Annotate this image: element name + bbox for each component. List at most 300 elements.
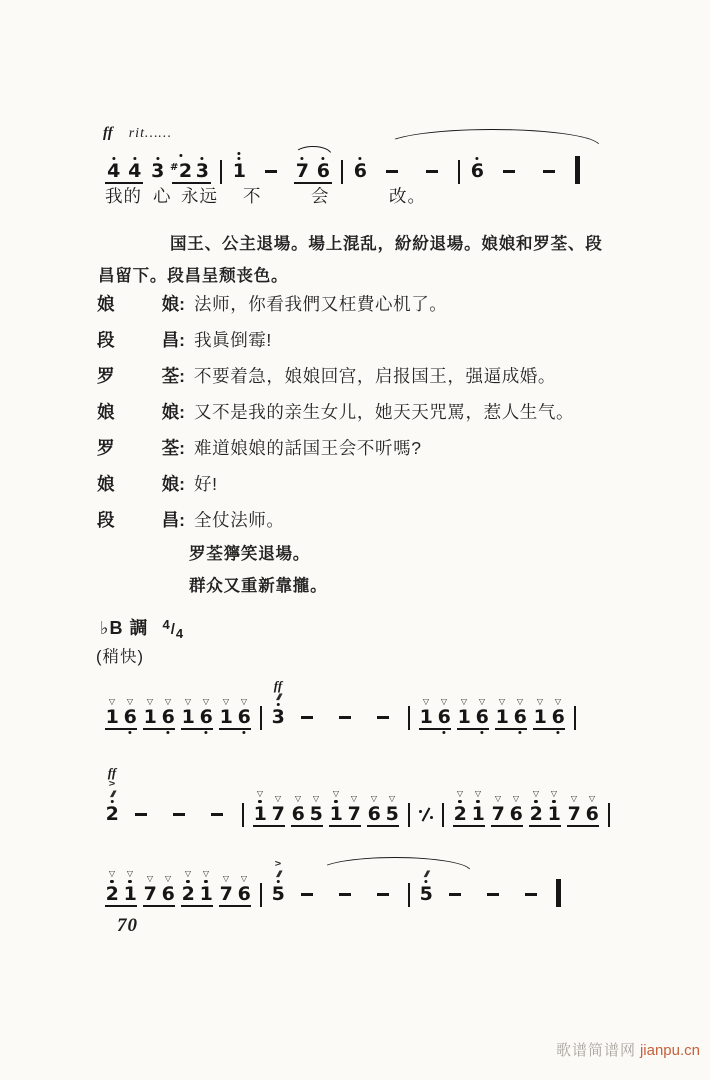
beam-underline: [105, 905, 137, 907]
jianpu-note: [469, 788, 487, 825]
note-digit: 5: [419, 883, 433, 905]
jianpu-note: [383, 794, 401, 825]
marcato-mark: ▽: [126, 868, 134, 878]
beamed-note-group: [531, 697, 567, 728]
note-digit: 1: [181, 706, 195, 728]
jianpu-note: [229, 161, 250, 181]
beam-underline: [329, 825, 361, 827]
beamed-note-group: [179, 697, 215, 728]
note-digit: 6: [475, 706, 489, 728]
duration-dash: [135, 813, 147, 816]
beam-underline: [495, 728, 527, 730]
marcato-mark: ▽: [222, 697, 230, 706]
note-digit: 1: [533, 706, 547, 728]
note-marks: [441, 698, 447, 707]
marcato-mark: ▽: [332, 788, 340, 798]
marcato-mark: ▽: [202, 697, 210, 706]
marcato-mark: ▽: [460, 697, 468, 706]
jianpu-note: [473, 697, 491, 728]
high-octave-dot: [322, 157, 325, 160]
jianpu-note: [292, 161, 313, 181]
high-octave-dot: [359, 157, 362, 160]
note-marks: [533, 790, 539, 804]
note-marks: [389, 795, 395, 804]
high-octave-dot: [110, 800, 113, 803]
duration-dash: [377, 893, 389, 896]
speaker-name: [97, 437, 185, 460]
note-marks: [571, 795, 577, 804]
high-octave-dot: [534, 800, 537, 803]
marcato-mark: ▽: [350, 794, 358, 803]
dynamic-mark: ff: [273, 677, 283, 693]
lyric-syllable: 我的: [105, 186, 142, 206]
note-marks: [475, 790, 481, 804]
vocal-notation-row: [103, 153, 582, 181]
speaker-name: [97, 329, 185, 352]
duration-dash: [339, 893, 351, 896]
note-digit: 2: [181, 883, 195, 905]
instrumental-notation-row-2: [103, 764, 615, 825]
note-marks: [423, 698, 429, 707]
note-marks: [165, 875, 171, 884]
duration-dash: [449, 893, 461, 896]
speaker-name: [97, 473, 185, 496]
stage-direction-line: 国王、公主退場。場上混乱，紛紛退場。娘娘和罗荃、段: [170, 235, 603, 253]
note-marks: [203, 698, 209, 707]
note-digit: 1: [105, 706, 119, 728]
marcato-mark: ▽: [108, 697, 116, 706]
note-digit: 1: [199, 883, 213, 905]
tempo-text: (稍快): [96, 648, 144, 666]
marcato-mark: ▽: [240, 874, 248, 883]
speaker-name-char: 罗: [97, 366, 115, 386]
jianpu-note: [531, 697, 549, 728]
note-marks: [147, 698, 153, 707]
beam-underline: [567, 825, 599, 827]
note-digit: 6: [585, 803, 599, 825]
duration-dash: [503, 170, 515, 173]
speaker-name-char: 昌:: [161, 510, 185, 530]
beam-underline: [529, 825, 561, 827]
note-marks: [201, 156, 204, 161]
barline: [260, 706, 262, 730]
final-barline: [575, 156, 580, 184]
jianpu-note: [545, 788, 563, 825]
note-digit: 6: [123, 706, 137, 728]
note-digit: 1: [123, 883, 137, 905]
beamed-note-group: [327, 788, 363, 825]
high-octave-dot: [276, 703, 279, 706]
note-marks: [351, 795, 357, 804]
dialogue-row: [97, 473, 657, 496]
vocal-music-line: [103, 125, 663, 220]
note-marks: [537, 698, 543, 707]
note-digit: 3: [151, 160, 164, 182]
duration-dash: [211, 813, 223, 816]
speaker-name-char: 娘: [97, 294, 115, 314]
beam-underline: [367, 825, 399, 827]
barline: [408, 803, 410, 827]
watermark: [556, 1039, 700, 1060]
note-marks: [333, 790, 339, 804]
duration-dash: [265, 170, 277, 173]
note-digit: 3: [195, 160, 209, 182]
note-marks: [555, 698, 561, 707]
jianpu-note: [103, 161, 124, 181]
note-digit: 6: [353, 160, 367, 182]
note-digit: 1: [232, 160, 246, 182]
speaker-name: [97, 293, 185, 316]
high-octave-dot: [112, 157, 115, 160]
jianpu-note: [121, 697, 139, 728]
beam-underline: [105, 728, 137, 730]
beamed-note-group: [217, 874, 253, 905]
marcato-mark: ▽: [146, 697, 154, 706]
marcato-mark: ▽: [146, 874, 154, 883]
slur-arc: [385, 129, 600, 146]
note-marks: [109, 870, 115, 884]
low-octave-dot: [480, 731, 483, 734]
dialogue-text: 法师，你看我們又枉費心机了。: [194, 294, 448, 314]
marcato-mark: ▽: [478, 697, 486, 706]
note-digit: 7: [347, 803, 361, 825]
dialogue-list: [97, 293, 657, 545]
note-marks: [275, 860, 281, 884]
lyric-syllable: 心: [153, 186, 172, 206]
jianpu-note: [217, 874, 235, 905]
jianpu-note: [121, 868, 139, 905]
note-marks: [371, 795, 377, 804]
beamed-note-group: [292, 161, 334, 181]
note-digit: 6: [237, 883, 251, 905]
jianpu-note: [451, 788, 469, 825]
note-digit: 7: [295, 160, 309, 182]
note-digit: 4: [107, 160, 120, 182]
note-digit: 7: [271, 803, 285, 825]
duration-dash: [386, 170, 398, 173]
note-marks: [499, 698, 505, 707]
high-octave-dot: [128, 880, 131, 883]
note-digit: 1: [471, 803, 485, 825]
duration-dash: [301, 716, 313, 719]
time-signature-numerator: 4: [162, 617, 171, 632]
jianpu-note: [365, 794, 383, 825]
jianpu-note: [235, 874, 253, 905]
note-marks: [185, 698, 191, 707]
marcato-mark: ▽: [222, 874, 230, 883]
instrumental-notation-row-1: [103, 677, 581, 728]
jianpu-note: [269, 677, 287, 728]
note-digit: 7: [491, 803, 505, 825]
beam-underline: [453, 825, 485, 827]
speaker-name-char: 娘:: [161, 474, 185, 494]
beamed-note-group: [170, 158, 213, 181]
marcato-mark: ▽: [312, 794, 320, 803]
high-octave-dot: [238, 152, 241, 155]
note-digit: 1: [143, 706, 157, 728]
jianpu-note: [289, 794, 307, 825]
jianpu-note: [159, 697, 177, 728]
jianpu-note: [141, 697, 159, 728]
marcato-mark: ▽: [274, 794, 282, 803]
high-octave-dot: [179, 154, 182, 157]
speaker-name-char: 娘: [97, 474, 115, 494]
marcato-mark: ▽: [532, 788, 540, 798]
high-octave-dot: [424, 880, 427, 883]
note-digit: 2: [529, 803, 543, 825]
tie-arc: [294, 146, 332, 155]
dialogue-row: [97, 401, 657, 424]
dialogue-row: [97, 509, 657, 532]
note-marks: [179, 153, 182, 158]
note-digit: 6: [513, 706, 527, 728]
high-octave-dot: [301, 157, 304, 160]
jianpu-note: [197, 868, 215, 905]
barline: [341, 160, 343, 184]
high-octave-dot: [186, 880, 189, 883]
marcato-mark: ▽: [588, 794, 596, 803]
marcato-mark: ▽: [184, 868, 192, 878]
low-octave-dot: [442, 731, 445, 734]
note-marks: [127, 870, 133, 884]
marcato-mark: ▽: [536, 697, 544, 706]
page-number: 70: [117, 915, 138, 936]
beamed-note-group: [103, 697, 139, 728]
tremolo-mark: ///: [275, 691, 281, 702]
duration-dash: [339, 716, 351, 719]
jianpu-note: [583, 794, 601, 825]
note-marks: [551, 790, 557, 804]
jianpu-note: [417, 868, 435, 905]
note-digit: 7: [567, 803, 581, 825]
speaker-name-char: 段: [97, 330, 115, 350]
note-marks: [223, 875, 229, 884]
note-marks: [133, 156, 136, 161]
marcato-mark: ▽: [456, 788, 464, 798]
note-digit: 4: [128, 160, 141, 182]
dialogue-text: 难道娘娘的話国王会不听嗎?: [194, 438, 422, 458]
note-digit: 1: [495, 706, 509, 728]
note-marks: [479, 698, 485, 707]
beamed-note-group: [565, 794, 601, 825]
jianpu-note: [527, 788, 545, 825]
note-marks: [295, 795, 301, 804]
watermark-site-name: 歌谱简谱网: [555, 1042, 636, 1059]
note-marks: [461, 698, 467, 707]
expression-markings: [103, 125, 172, 142]
beamed-note-group: [451, 788, 487, 825]
jianpu-note: [345, 794, 363, 825]
barline: [574, 706, 576, 730]
note-marks: [476, 156, 479, 161]
speaker-name-char: 荃:: [161, 366, 185, 386]
marcato-mark: ▽: [516, 697, 524, 706]
note-digit: 2: [105, 883, 119, 905]
stage-direction-line: 罗荃獰笑退場。: [189, 545, 311, 563]
barline: [260, 883, 262, 907]
beam-underline: [143, 905, 175, 907]
beam-underline: [143, 728, 175, 730]
note-marks: [238, 151, 241, 161]
note-marks: [457, 790, 463, 804]
sharp-sign: #: [170, 162, 178, 173]
jianpu-note: [217, 697, 235, 728]
beam-underline: [533, 728, 565, 730]
beam-underline: [219, 728, 251, 730]
lyrics-row: [103, 183, 643, 209]
beamed-note-group: [141, 697, 177, 728]
note-digit: 1: [219, 706, 233, 728]
note-digit: 1: [253, 803, 267, 825]
speaker-name: [97, 509, 185, 532]
low-octave-dot: [518, 731, 521, 734]
jianpu-note: [493, 697, 511, 728]
speaker-name: [97, 365, 185, 388]
jianpu-note: [455, 697, 473, 728]
speaker-name: [97, 401, 185, 424]
beamed-note-group: [179, 868, 215, 905]
high-octave-dot: [276, 880, 279, 883]
beamed-note-group: [103, 161, 145, 181]
marcato-mark: ▽: [164, 697, 172, 706]
jianpu-note: [435, 697, 453, 728]
beamed-note-group: [493, 697, 529, 728]
marcato-mark: ▽: [108, 868, 116, 878]
low-octave-dot: [556, 731, 559, 734]
high-octave-dot: [476, 800, 479, 803]
high-octave-dot: [258, 800, 261, 803]
beamed-note-group: [289, 794, 325, 825]
marcato-mark: ▽: [422, 697, 430, 706]
high-octave-dot: [201, 157, 204, 160]
note-marks: [203, 870, 209, 884]
duration-dash: [173, 813, 185, 816]
jianpu-note: [124, 161, 145, 181]
barline: [220, 160, 222, 184]
lyric-syllable: 改。: [389, 186, 426, 206]
time-signature-slash: /: [170, 621, 176, 638]
note-digit: 6: [316, 160, 330, 182]
accent-mark: >: [108, 778, 116, 789]
duration-dash: [525, 893, 537, 896]
jianpu-note: [269, 858, 287, 905]
barline: [442, 803, 444, 827]
beamed-note-group: [103, 868, 139, 905]
duration-dash: [487, 893, 499, 896]
jianpu-note: [307, 794, 325, 825]
barline: [408, 706, 410, 730]
jianpu-note: [507, 794, 525, 825]
note-marks: [241, 698, 247, 707]
beam-underline: [291, 825, 323, 827]
jianpu-note: [511, 697, 529, 728]
jianpu-note: [549, 697, 567, 728]
note-marks: [165, 698, 171, 707]
note-marks: [424, 870, 427, 884]
jianpu-note: [313, 161, 334, 181]
high-octave-dot: [133, 157, 136, 160]
barline: [408, 883, 410, 907]
note-marks: [517, 698, 523, 707]
marcato-mark: ▽: [440, 697, 448, 706]
beamed-note-group: [455, 697, 491, 728]
note-digit: 6: [237, 706, 251, 728]
repeat-dot: [419, 810, 422, 813]
note-digit: 6: [509, 803, 523, 825]
jianpu-note: [179, 697, 197, 728]
lyric-syllable: 不: [243, 186, 262, 206]
speaker-name-char: 昌:: [161, 330, 185, 350]
note-marks: [313, 795, 319, 804]
beam-underline: [253, 825, 285, 827]
note-marks: [241, 875, 247, 884]
note-digit: 1: [419, 706, 433, 728]
beam-underline: [181, 905, 213, 907]
tremolo-mark: ///: [109, 788, 115, 799]
dialogue-row: [97, 365, 657, 388]
note-digit: 3: [271, 706, 285, 728]
jianpu-note: [565, 794, 583, 825]
marcato-mark: ▽: [512, 794, 520, 803]
note-digit: 6: [161, 706, 175, 728]
jianpu-note: [350, 161, 371, 181]
dialogue-text: 又不是我的亲生女儿，她天天咒罵，惹人生气。: [194, 402, 575, 422]
high-octave-dot: [156, 157, 159, 160]
note-digit: 1: [457, 706, 471, 728]
marcato-mark: ▽: [550, 788, 558, 798]
note-digit: 6: [291, 803, 305, 825]
note-digit: 5: [385, 803, 399, 825]
marcato-mark: ▽: [126, 697, 134, 706]
note-marks: [147, 875, 153, 884]
marcato-mark: ▽: [164, 874, 172, 883]
marcato-mark: ▽: [554, 697, 562, 706]
marcato-mark: ▽: [202, 868, 210, 878]
dialogue-text: 好!: [194, 474, 218, 494]
marcato-mark: ▽: [388, 794, 396, 803]
high-octave-dot: [552, 800, 555, 803]
note-marks: [275, 795, 281, 804]
instrumental-notation-row-3: [103, 858, 563, 905]
note-marks: [495, 795, 501, 804]
time-signature: [162, 617, 185, 641]
low-octave-dot: [128, 731, 131, 734]
marcato-mark: ▽: [294, 794, 302, 803]
jianpu-note: [159, 874, 177, 905]
note-digit: 6: [470, 160, 484, 182]
note-digit: 6: [551, 706, 565, 728]
beamed-note-group: [489, 794, 525, 825]
jianpu-note: [179, 868, 197, 905]
note-digit: 6: [199, 706, 213, 728]
accent-mark: >: [274, 858, 282, 869]
marcato-mark: ▽: [494, 794, 502, 803]
beam-underline: [491, 825, 523, 827]
note-marks: [257, 790, 263, 804]
key-signature: [100, 614, 184, 641]
marcato-mark: ▽: [370, 794, 378, 803]
jianpu-note: [417, 697, 435, 728]
barline: [608, 803, 610, 827]
low-octave-dot: [204, 731, 207, 734]
note-digit: 1: [547, 803, 561, 825]
jianpu-note: [103, 697, 121, 728]
dynamic-mark: ff: [107, 764, 117, 780]
jianpu-note: [489, 794, 507, 825]
dialogue-row: [97, 437, 657, 460]
dialogue-row: [97, 293, 657, 316]
note-digit: 6: [367, 803, 381, 825]
